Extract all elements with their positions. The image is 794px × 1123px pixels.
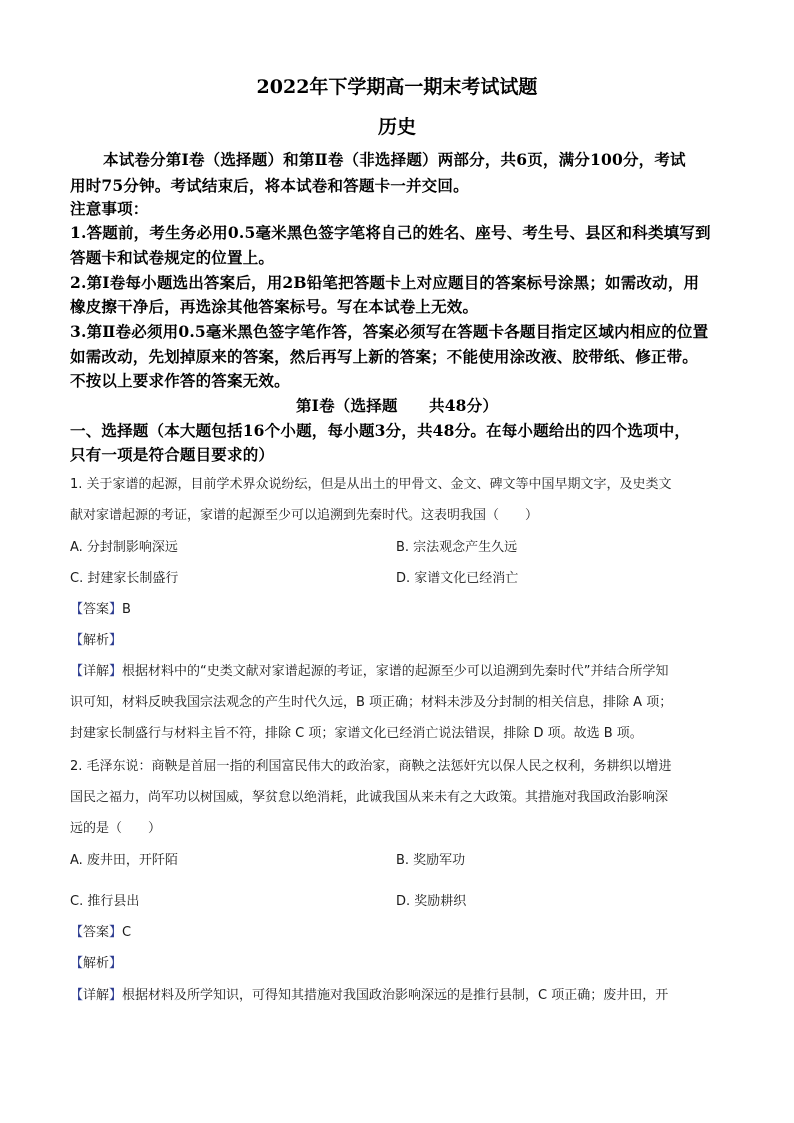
note-3-line-1: 3.第Ⅱ卷必须用0.5毫米黑色签字笔作答，答案必须写在答题卡各题目指定区域内相应的位置: [70, 322, 709, 341]
q2-analysis: [70, 952, 122, 971]
bracket-open: 【: [70, 925, 84, 940]
q1-stem-line-1: 1. 关于家谱的起源，目前学术界众说纷纭，但是从出土的甲骨文、金文、碑文等中国早期文字，及史类文: [70, 477, 672, 492]
section-1-heading: 第Ⅰ卷（选择题 共48分）: [295, 396, 499, 415]
q1-detail-line-3: 封建家长制盛行与材料主旨不符，排除 C 项；家谱文化已经消亡说法错误，排除 D 项。故选 B 项。: [70, 726, 643, 741]
answer-value: B: [122, 602, 131, 617]
note-1-line-1: 1.答题前，考生务必用0.5毫米黑色签字笔将自己的姓名、座号、考生号、县区和科类填写到: [70, 223, 711, 242]
detail-text: 根据材料中的“史类文献对家谱起源的考证，家谱的起源至少可以追溯到先秦时代”并结合所学知: [122, 664, 669, 679]
q2-option-b: B. 奖励军功: [396, 853, 466, 868]
bracket-open: 【: [70, 602, 84, 617]
q2-option-c: C. 推行县出: [70, 894, 140, 909]
detail-tag: 详解: [83, 664, 110, 679]
q1-option-b: B. 宗法观念产生久远: [396, 540, 518, 555]
note-3-line-3: 不按以上要求作答的答案无效。: [70, 371, 290, 390]
subject-title: 历史: [377, 116, 416, 138]
q2-stem-line-3: 远的是（ ）: [70, 821, 162, 836]
answer-tag: 答案: [83, 602, 110, 617]
q2-option-a: A. 废井田，开阡陌: [70, 853, 178, 868]
q1-option-c: C. 封建家长制盛行: [70, 571, 179, 586]
notes-heading: 注意事项：: [70, 199, 149, 218]
part-1-line-1: 一、选择题（本大题包括16个小题，每小题3分，共48分。在每小题给出的四个选项中，: [70, 421, 691, 440]
q2-stem-line-1: 2. 毛泽东说：商鞅是首屈一指的利国富民伟大的政治家，商鞅之法惩奸宄以保人民之权利，务耕织以增进: [70, 759, 672, 774]
analysis-tag: 解析: [83, 633, 110, 648]
q1-option-d: D. 家谱文化已经消亡: [396, 571, 519, 586]
exam-title: 2022年下学期高一期末考试试题: [256, 76, 538, 98]
bracket-close: 】: [109, 956, 123, 971]
note-2-line-1: 2.第Ⅰ卷每小题选出答案后，用2B铅笔把答题卡上对应题目的答案标号涂黑；如需改动，用: [70, 273, 700, 292]
intro-line-2: 用时75分钟。考试结束后，将本试卷和答题卡一并交回。: [70, 176, 469, 195]
bracket-close: 】: [109, 602, 123, 617]
bracket-close: 】: [109, 988, 123, 1003]
q2-stem-line-2: 国民之福力，尚军功以树国威，孥贫怠以绝消耗，此诚我国从来未有之大政策。其措施对我国政治影响深: [70, 790, 669, 805]
intro-line-1: 本试卷分第Ⅰ卷（选择题）和第Ⅱ卷（非选择题）两部分，共6页，满分100分，考试: [103, 150, 686, 169]
answer-tag: 答案: [83, 925, 110, 940]
q1-option-a: A. 分封制影响深远: [70, 540, 178, 555]
bracket-open: 【: [70, 956, 84, 971]
q2-answer: [70, 921, 131, 940]
bracket-close: 】: [109, 633, 123, 648]
q1-detail-line-2: 识可知，材料反映我国宗法观念的产生时代久远，B 项正确；材料未涉及分封制的相关信息，排除 A 项；: [70, 695, 673, 710]
q2-detail-line-1: [70, 984, 668, 1003]
q1-answer: [70, 598, 131, 617]
q2-option-d: D. 奖励耕织: [396, 894, 467, 909]
bracket-close: 】: [109, 664, 123, 679]
answer-value: C: [122, 925, 132, 940]
bracket-open: 【: [70, 664, 84, 679]
bracket-open: 【: [70, 633, 84, 648]
note-3-line-2: 如需改动，先划掉原来的答案，然后再写上新的答案；不能使用涂改液、胶带纸、修正带。: [70, 347, 699, 366]
analysis-tag: 解析: [83, 956, 110, 971]
part-1-line-2: 只有一项是符合题目要求的）: [70, 445, 275, 464]
q1-stem-line-2: 献对家谱起源的考证，家谱的起源至少可以追溯到先秦时代。这表明我国（ ）: [70, 508, 539, 523]
q1-analysis: [70, 629, 122, 648]
note-1-line-2: 答题卡和试卷规定的位置上。: [70, 248, 275, 267]
note-2-line-2: 橡皮擦干净后，再选涂其他答案标号。写在本试卷上无效。: [70, 297, 479, 316]
detail-text: 根据材料及所学知识，可得知其措施对我国政治影响深远的是推行县制，C 项正确；废井田，开: [122, 988, 669, 1003]
q1-detail-line-1: [70, 660, 669, 679]
bracket-open: 【: [70, 988, 84, 1003]
detail-tag: 详解: [83, 988, 110, 1003]
bracket-close: 】: [109, 925, 123, 940]
